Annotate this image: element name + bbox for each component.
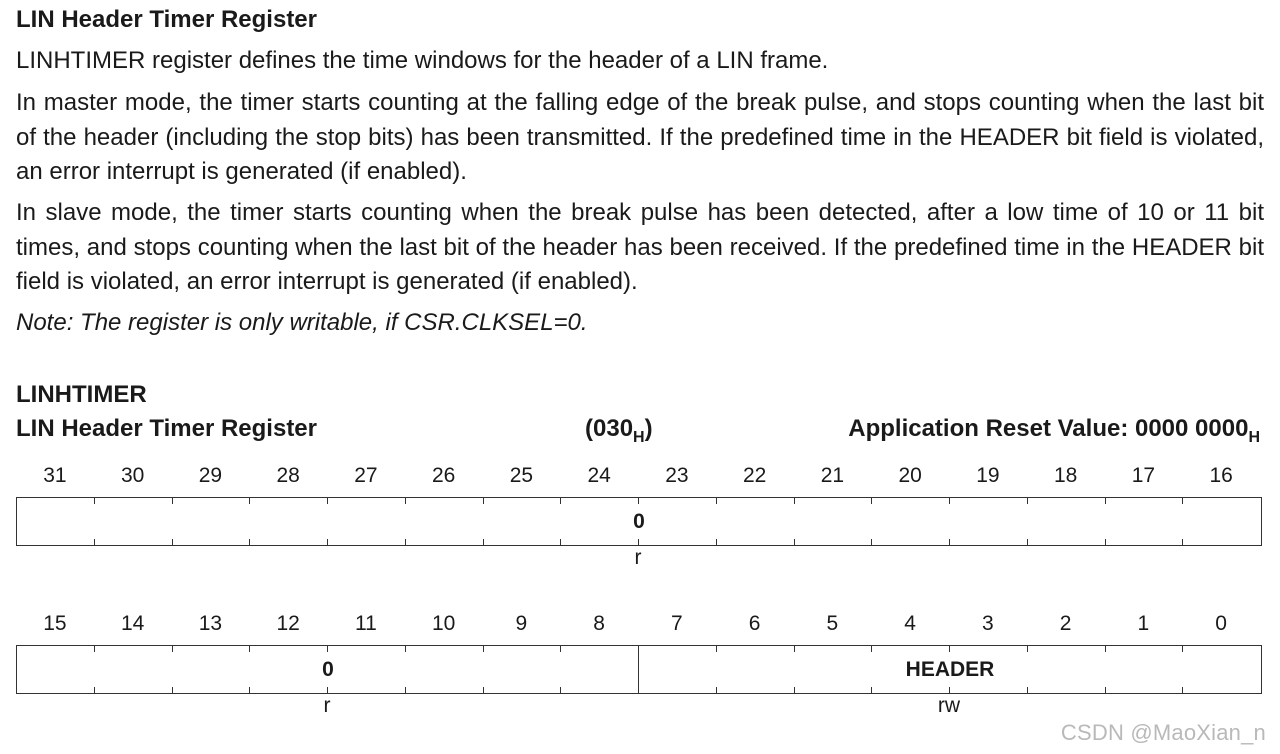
bit-number: 23 bbox=[665, 464, 689, 487]
paragraph-master-mode: In master mode, the timer starts counting at the falling edge of the break pulse, and stops counting when the last bit of the header (including the stop bits) has been transmitted. If the predefined time in the HEADER bit field is violated, an error interrupt is generated (if enabled). bbox=[16, 89, 1264, 185]
bit-number: 0 bbox=[1215, 612, 1227, 635]
register-address: $(030_H)$ bbox=[585, 415, 653, 446]
bit-number: 21 bbox=[820, 464, 845, 487]
bit-number: 2 bbox=[1059, 612, 1072, 635]
bit-number: 24 bbox=[587, 464, 611, 487]
register-reset-value: Application Reset Value: 0000 $0000_H$ bbox=[848, 415, 1260, 446]
bit-number: 9 bbox=[515, 612, 528, 635]
bit-number-row-upper bbox=[16, 463, 1264, 493]
register-header-row bbox=[16, 415, 1264, 447]
bitfield-label: 0 bbox=[322, 658, 334, 681]
register-lower-halfword bbox=[16, 611, 1264, 717]
bitfield-access: r bbox=[634, 546, 642, 569]
bit-number: 28 bbox=[276, 464, 300, 487]
bit-number: 19 bbox=[976, 464, 1000, 487]
bit-number: 5 bbox=[826, 612, 839, 635]
bit-number: 13 bbox=[198, 612, 223, 635]
bit-number: 27 bbox=[354, 464, 378, 487]
bit-number: 14 bbox=[120, 612, 145, 635]
register-upper-halfword bbox=[16, 463, 1264, 569]
bitfield-box-upper bbox=[16, 497, 1262, 546]
bit-number: 6 bbox=[748, 612, 761, 635]
bit-number: 10 bbox=[431, 612, 456, 635]
bit-number: 4 bbox=[904, 612, 916, 635]
bit-number-row-lower bbox=[16, 611, 1264, 641]
bit-number: 30 bbox=[120, 464, 145, 487]
paragraph-intro: LINHTIMER register defines the time windows for the header of a LIN frame. bbox=[16, 47, 829, 74]
bit-number: 22 bbox=[742, 464, 767, 487]
bitfield-access: rw bbox=[937, 694, 961, 717]
register-long-name: LIN Header Timer Register bbox=[16, 415, 317, 442]
bit-number: 12 bbox=[276, 612, 300, 635]
bit-number: 15 bbox=[43, 612, 67, 635]
bit-number: 20 bbox=[898, 464, 922, 487]
bit-number: 7 bbox=[671, 612, 683, 635]
bit-number: 25 bbox=[509, 464, 534, 487]
section-title: LIN Header Timer Register bbox=[16, 6, 317, 33]
bit-number: 11 bbox=[354, 612, 377, 635]
paragraph-slave-mode: In slave mode, the timer starts counting when the break pulse has been detected, after a low time of 10 or 11 bit times, and stops counting when the last bit of the header has been received. If the predefined time in the HEADER bit field is violated, an error interrupt is generated (if enabled). bbox=[16, 199, 1264, 295]
bit-number: 18 bbox=[1053, 464, 1078, 487]
bit-number: 26 bbox=[431, 464, 456, 487]
watermark: CSDN @MaoXian_n bbox=[1060, 720, 1266, 745]
bitfield-box-lower bbox=[16, 645, 1262, 694]
bit-number: 17 bbox=[1131, 464, 1156, 487]
bitfield-access: r bbox=[323, 694, 331, 717]
note: Note: The register is only writable, if CSR.CLKSEL=0. bbox=[16, 309, 588, 336]
bit-number: 31 bbox=[43, 464, 67, 487]
bit-number: 8 bbox=[593, 612, 605, 635]
register-name: LINHTIMER bbox=[16, 381, 147, 408]
bit-number: 16 bbox=[1209, 464, 1233, 487]
bitfield-label: HEADER bbox=[905, 658, 995, 681]
bit-number: 29 bbox=[198, 464, 223, 487]
bit-number: 1 bbox=[1137, 612, 1150, 635]
bit-number: 3 bbox=[982, 612, 994, 635]
bitfield-label: 0 bbox=[633, 510, 645, 533]
